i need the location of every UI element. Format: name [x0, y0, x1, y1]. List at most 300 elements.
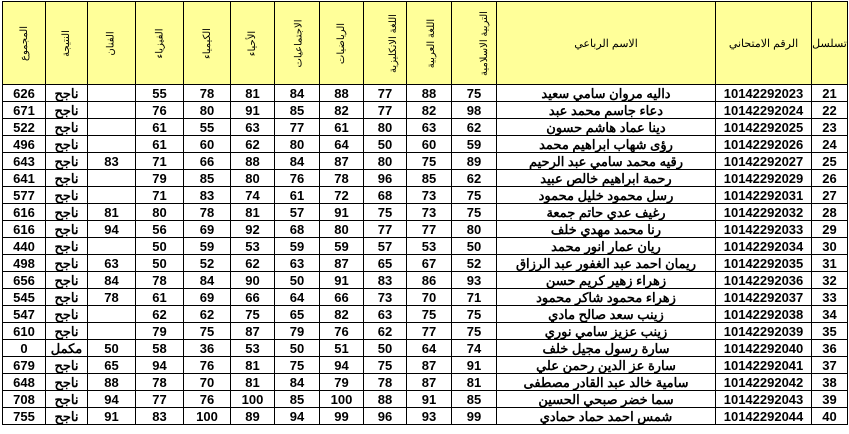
table-row [3, 238, 848, 255]
table-body [3, 85, 848, 425]
cell-seq: 26 [812, 170, 848, 187]
cell-name: رحمة ابراهيم خالص عبيد [497, 170, 716, 187]
cell-physics: 61 [136, 289, 184, 306]
cell-name: دينا عماد هاشم حسون [497, 119, 716, 136]
cell-name: ريمان احمد عبد الغفور عبد الرزاق [497, 255, 716, 272]
cell-social: 65 [275, 306, 320, 323]
cell-physics: 77 [136, 391, 184, 408]
cell-arabic: 70 [407, 289, 452, 306]
table-row [3, 119, 848, 136]
cell-social: 84 [275, 85, 320, 102]
cell-exam-no: 10142292023 [716, 85, 812, 102]
cell-exam-no: 10142292033 [716, 221, 812, 238]
cell-result: ناجح [46, 374, 88, 391]
cell-physics: 61 [136, 119, 184, 136]
cell-total: 708 [3, 391, 46, 408]
cell-seq: 35 [812, 323, 848, 340]
cell-english: 80 [364, 119, 407, 136]
cell-physics: 61 [136, 136, 184, 153]
cell-islamic: 74 [452, 340, 497, 357]
cell-social: 80 [275, 136, 320, 153]
cell-total: 496 [3, 136, 46, 153]
cell-biology: 74 [231, 187, 275, 204]
cell-name: زهراء زهير كريم حسن [497, 272, 716, 289]
cell-french: 83 [88, 153, 136, 170]
cell-result: ناجح [46, 187, 88, 204]
cell-french [88, 323, 136, 340]
cell-math: 80 [320, 221, 364, 238]
table-row [3, 255, 848, 272]
cell-islamic: 91 [452, 357, 497, 374]
cell-biology: 66 [231, 289, 275, 306]
cell-name: زهراء محمود شاكر محمود [497, 289, 716, 306]
cell-islamic: 93 [452, 272, 497, 289]
cell-result: ناجح [46, 204, 88, 221]
cell-french: 94 [88, 391, 136, 408]
header-exam-no: الرقم الامتحاني [716, 2, 812, 85]
cell-arabic: 82 [407, 102, 452, 119]
cell-arabic: 67 [407, 255, 452, 272]
results-table [2, 1, 848, 425]
cell-seq: 39 [812, 391, 848, 408]
cell-total: 641 [3, 170, 46, 187]
header-islamic: التربية الاسلامية [452, 2, 497, 85]
cell-total: 616 [3, 221, 46, 238]
header-english: اللغة الانكليزية [364, 2, 407, 85]
cell-seq: 38 [812, 374, 848, 391]
cell-seq: 33 [812, 289, 848, 306]
table-row [3, 408, 848, 425]
cell-seq: 34 [812, 306, 848, 323]
cell-result: ناجح [46, 221, 88, 238]
cell-social: 94 [275, 408, 320, 425]
cell-physics: 94 [136, 357, 184, 374]
cell-french [88, 306, 136, 323]
cell-biology: 75 [231, 306, 275, 323]
cell-math: 82 [320, 306, 364, 323]
cell-french [88, 119, 136, 136]
cell-math: 99 [320, 408, 364, 425]
cell-total: 577 [3, 187, 46, 204]
cell-english: 78 [364, 374, 407, 391]
cell-result: ناجح [46, 289, 88, 306]
table-row [3, 187, 848, 204]
cell-chemistry: 69 [184, 221, 231, 238]
header-total: المجموع [3, 2, 46, 85]
cell-total: 610 [3, 323, 46, 340]
cell-arabic: 73 [407, 187, 452, 204]
cell-physics: 79 [136, 170, 184, 187]
header-biology: الأحياء [231, 2, 275, 85]
cell-physics: 62 [136, 306, 184, 323]
cell-exam-no: 10142292031 [716, 187, 812, 204]
cell-english: 77 [364, 221, 407, 238]
header-social: الاجتماعيات [275, 2, 320, 85]
cell-chemistry: 83 [184, 187, 231, 204]
cell-physics: 80 [136, 204, 184, 221]
cell-math: 82 [320, 102, 364, 119]
cell-math: 64 [320, 136, 364, 153]
cell-exam-no: 10142292037 [716, 289, 812, 306]
cell-biology: 80 [231, 170, 275, 187]
cell-english: 80 [364, 153, 407, 170]
cell-physics: 79 [136, 323, 184, 340]
cell-name: زينب عزيز سامي نوري [497, 323, 716, 340]
cell-arabic: 63 [407, 119, 452, 136]
cell-english: 75 [364, 357, 407, 374]
cell-math: 61 [320, 119, 364, 136]
cell-islamic: 62 [452, 119, 497, 136]
cell-result: ناجح [46, 272, 88, 289]
cell-result: ناجح [46, 408, 88, 425]
table-row [3, 136, 848, 153]
cell-math: 59 [320, 238, 364, 255]
cell-physics: 55 [136, 85, 184, 102]
cell-seq: 23 [812, 119, 848, 136]
cell-chemistry: 76 [184, 357, 231, 374]
cell-seq: 40 [812, 408, 848, 425]
cell-chemistry: 84 [184, 272, 231, 289]
cell-islamic: 98 [452, 102, 497, 119]
cell-french: 88 [88, 374, 136, 391]
cell-total: 498 [3, 255, 46, 272]
cell-islamic: 75 [452, 85, 497, 102]
cell-physics: 50 [136, 255, 184, 272]
cell-seq: 31 [812, 255, 848, 272]
cell-arabic: 88 [407, 85, 452, 102]
cell-social: 61 [275, 187, 320, 204]
cell-chemistry: 85 [184, 170, 231, 187]
cell-french: 78 [88, 289, 136, 306]
cell-result: ناجح [46, 391, 88, 408]
cell-chemistry: 76 [184, 391, 231, 408]
cell-total: 545 [3, 289, 46, 306]
cell-exam-no: 10142292027 [716, 153, 812, 170]
cell-biology: 92 [231, 221, 275, 238]
cell-english: 96 [364, 408, 407, 425]
cell-math: 79 [320, 374, 364, 391]
cell-arabic: 87 [407, 374, 452, 391]
cell-math: 91 [320, 272, 364, 289]
cell-chemistry: 59 [184, 238, 231, 255]
cell-exam-no: 10142292024 [716, 102, 812, 119]
cell-total: 643 [3, 153, 46, 170]
cell-result: ناجح [46, 85, 88, 102]
cell-chemistry: 62 [184, 306, 231, 323]
cell-math: 100 [320, 391, 364, 408]
cell-english: 65 [364, 255, 407, 272]
cell-english: 77 [364, 102, 407, 119]
table-row [3, 153, 848, 170]
cell-biology: 89 [231, 408, 275, 425]
cell-math: 87 [320, 255, 364, 272]
cell-biology: 63 [231, 119, 275, 136]
cell-math: 91 [320, 204, 364, 221]
table-row [3, 306, 848, 323]
cell-name: رؤى شهاب ابراهيم محمد [497, 136, 716, 153]
cell-french [88, 187, 136, 204]
cell-chemistry: 60 [184, 136, 231, 153]
cell-english: 73 [364, 289, 407, 306]
cell-name: سارة عز الدين رحمن علي [497, 357, 716, 374]
cell-chemistry: 100 [184, 408, 231, 425]
cell-exam-no: 10142292041 [716, 357, 812, 374]
cell-name: زينب سعد صالح مادي [497, 306, 716, 323]
cell-islamic: 89 [452, 153, 497, 170]
header-row [3, 2, 848, 85]
cell-islamic: 59 [452, 136, 497, 153]
table-row [3, 323, 848, 340]
cell-arabic: 64 [407, 340, 452, 357]
cell-chemistry: 36 [184, 340, 231, 357]
cell-seq: 29 [812, 221, 848, 238]
cell-seq: 37 [812, 357, 848, 374]
cell-name: سارة رسول مجيل خلف [497, 340, 716, 357]
cell-name: رقيه محمد سامي عبد الرحيم [497, 153, 716, 170]
cell-exam-no: 10142292029 [716, 170, 812, 187]
cell-islamic: 71 [452, 289, 497, 306]
cell-french: 91 [88, 408, 136, 425]
cell-seq: 28 [812, 204, 848, 221]
cell-chemistry: 66 [184, 153, 231, 170]
cell-french: 63 [88, 255, 136, 272]
cell-exam-no: 10142292043 [716, 391, 812, 408]
cell-islamic: 50 [452, 238, 497, 255]
cell-physics: 76 [136, 102, 184, 119]
cell-english: 88 [364, 391, 407, 408]
cell-exam-no: 10142292025 [716, 119, 812, 136]
cell-biology: 62 [231, 136, 275, 153]
cell-social: 68 [275, 221, 320, 238]
cell-social: 85 [275, 391, 320, 408]
cell-physics: 56 [136, 221, 184, 238]
cell-islamic: 85 [452, 391, 497, 408]
cell-french [88, 85, 136, 102]
cell-biology: 100 [231, 391, 275, 408]
cell-arabic: 60 [407, 136, 452, 153]
cell-seq: 30 [812, 238, 848, 255]
cell-islamic: 52 [452, 255, 497, 272]
cell-english: 63 [364, 306, 407, 323]
cell-arabic: 77 [407, 221, 452, 238]
cell-seq: 21 [812, 85, 848, 102]
header-name: الاسم الرباعي [497, 2, 716, 85]
cell-social: 75 [275, 357, 320, 374]
cell-name: رنا محمد مهدي خلف [497, 221, 716, 238]
cell-chemistry: 55 [184, 119, 231, 136]
cell-result: ناجح [46, 153, 88, 170]
cell-french [88, 238, 136, 255]
cell-french: 81 [88, 204, 136, 221]
cell-english: 83 [364, 272, 407, 289]
cell-french [88, 170, 136, 187]
cell-arabic: 93 [407, 408, 452, 425]
cell-physics: 83 [136, 408, 184, 425]
cell-biology: 91 [231, 102, 275, 119]
cell-total: 547 [3, 306, 46, 323]
cell-name: سما خضر صبحي الحسين [497, 391, 716, 408]
cell-result: ناجح [46, 357, 88, 374]
cell-social: 50 [275, 272, 320, 289]
cell-english: 77 [364, 85, 407, 102]
cell-english: 96 [364, 170, 407, 187]
cell-name: سامية خالد عبد القادر مصطفى [497, 374, 716, 391]
cell-biology: 81 [231, 357, 275, 374]
cell-exam-no: 10142292042 [716, 374, 812, 391]
header-physics: الفيزياء [136, 2, 184, 85]
cell-arabic: 77 [407, 323, 452, 340]
cell-islamic: 80 [452, 221, 497, 238]
cell-islamic: 99 [452, 408, 497, 425]
header-math: الرياضيات [320, 2, 364, 85]
table-row [3, 340, 848, 357]
cell-result: ناجح [46, 136, 88, 153]
cell-physics: 78 [136, 272, 184, 289]
cell-biology: 81 [231, 374, 275, 391]
cell-physics: 50 [136, 238, 184, 255]
cell-seq: 24 [812, 136, 848, 153]
cell-arabic: 53 [407, 238, 452, 255]
cell-exam-no: 10142292039 [716, 323, 812, 340]
cell-name: ريان عمار انور محمد [497, 238, 716, 255]
cell-english: 75 [364, 204, 407, 221]
cell-french: 84 [88, 272, 136, 289]
cell-social: 77 [275, 119, 320, 136]
cell-social: 85 [275, 102, 320, 119]
cell-math: 72 [320, 187, 364, 204]
table-row [3, 170, 848, 187]
table-row [3, 204, 848, 221]
cell-total: 626 [3, 85, 46, 102]
cell-exam-no: 10142292036 [716, 272, 812, 289]
cell-total: 616 [3, 204, 46, 221]
cell-arabic: 75 [407, 306, 452, 323]
cell-exam-no: 10142292040 [716, 340, 812, 357]
cell-total: 656 [3, 272, 46, 289]
cell-french [88, 136, 136, 153]
cell-arabic: 85 [407, 170, 452, 187]
cell-biology: 53 [231, 340, 275, 357]
cell-french: 65 [88, 357, 136, 374]
cell-result: ناجح [46, 119, 88, 136]
cell-total: 679 [3, 357, 46, 374]
cell-english: 68 [364, 187, 407, 204]
cell-arabic: 86 [407, 272, 452, 289]
cell-islamic: 81 [452, 374, 497, 391]
cell-math: 88 [320, 85, 364, 102]
cell-chemistry: 78 [184, 85, 231, 102]
cell-exam-no: 10142292035 [716, 255, 812, 272]
cell-social: 79 [275, 323, 320, 340]
cell-exam-no: 10142292044 [716, 408, 812, 425]
cell-islamic: 75 [452, 323, 497, 340]
table-row [3, 391, 848, 408]
cell-chemistry: 70 [184, 374, 231, 391]
cell-name: شمس احمد حماد حمادي [497, 408, 716, 425]
cell-exam-no: 10142292034 [716, 238, 812, 255]
cell-exam-no: 10142292026 [716, 136, 812, 153]
cell-social: 57 [275, 204, 320, 221]
cell-math: 78 [320, 170, 364, 187]
cell-chemistry: 52 [184, 255, 231, 272]
cell-biology: 53 [231, 238, 275, 255]
header-result: النتيجة [46, 2, 88, 85]
table-row [3, 289, 848, 306]
header-arabic: اللغة العربية [407, 2, 452, 85]
cell-arabic: 91 [407, 391, 452, 408]
cell-french: 50 [88, 340, 136, 357]
cell-english: 57 [364, 238, 407, 255]
cell-arabic: 87 [407, 357, 452, 374]
cell-french: 94 [88, 221, 136, 238]
cell-physics: 71 [136, 187, 184, 204]
cell-name: داليه مروان سامي سعيد [497, 85, 716, 102]
cell-biology: 87 [231, 323, 275, 340]
cell-chemistry: 78 [184, 204, 231, 221]
cell-social: 84 [275, 374, 320, 391]
header-chemistry: الكيمياء [184, 2, 231, 85]
table-row [3, 102, 848, 119]
cell-math: 51 [320, 340, 364, 357]
cell-arabic: 73 [407, 204, 452, 221]
cell-islamic: 75 [452, 204, 497, 221]
cell-total: 522 [3, 119, 46, 136]
cell-social: 63 [275, 255, 320, 272]
cell-result: ناجح [46, 238, 88, 255]
header-seq: تسلسل [812, 2, 848, 85]
cell-total: 0 [3, 340, 46, 357]
cell-biology: 81 [231, 85, 275, 102]
cell-result: ناجح [46, 323, 88, 340]
cell-physics: 58 [136, 340, 184, 357]
cell-total: 755 [3, 408, 46, 425]
cell-seq: 22 [812, 102, 848, 119]
cell-social: 76 [275, 170, 320, 187]
cell-social: 84 [275, 153, 320, 170]
cell-exam-no: 10142292038 [716, 306, 812, 323]
cell-english: 50 [364, 136, 407, 153]
table-row [3, 85, 848, 102]
cell-biology: 90 [231, 272, 275, 289]
table-row [3, 374, 848, 391]
cell-name: رسل محمود خليل محمود [497, 187, 716, 204]
cell-french [88, 102, 136, 119]
cell-social: 64 [275, 289, 320, 306]
cell-math: 66 [320, 289, 364, 306]
cell-islamic: 75 [452, 306, 497, 323]
table-row [3, 357, 848, 374]
table-row [3, 272, 848, 289]
cell-chemistry: 75 [184, 323, 231, 340]
cell-name: دعاء جاسم محمد عبد [497, 102, 716, 119]
cell-exam-no: 10142292032 [716, 204, 812, 221]
cell-islamic: 75 [452, 187, 497, 204]
cell-islamic: 62 [452, 170, 497, 187]
cell-math: 76 [320, 323, 364, 340]
cell-english: 62 [364, 323, 407, 340]
cell-social: 50 [275, 340, 320, 357]
cell-physics: 71 [136, 153, 184, 170]
cell-social: 59 [275, 238, 320, 255]
cell-total: 671 [3, 102, 46, 119]
cell-biology: 88 [231, 153, 275, 170]
cell-result: ناجح [46, 102, 88, 119]
cell-total: 648 [3, 374, 46, 391]
table-row [3, 221, 848, 238]
cell-result: مكمل [46, 340, 88, 357]
cell-math: 87 [320, 153, 364, 170]
cell-physics: 78 [136, 374, 184, 391]
